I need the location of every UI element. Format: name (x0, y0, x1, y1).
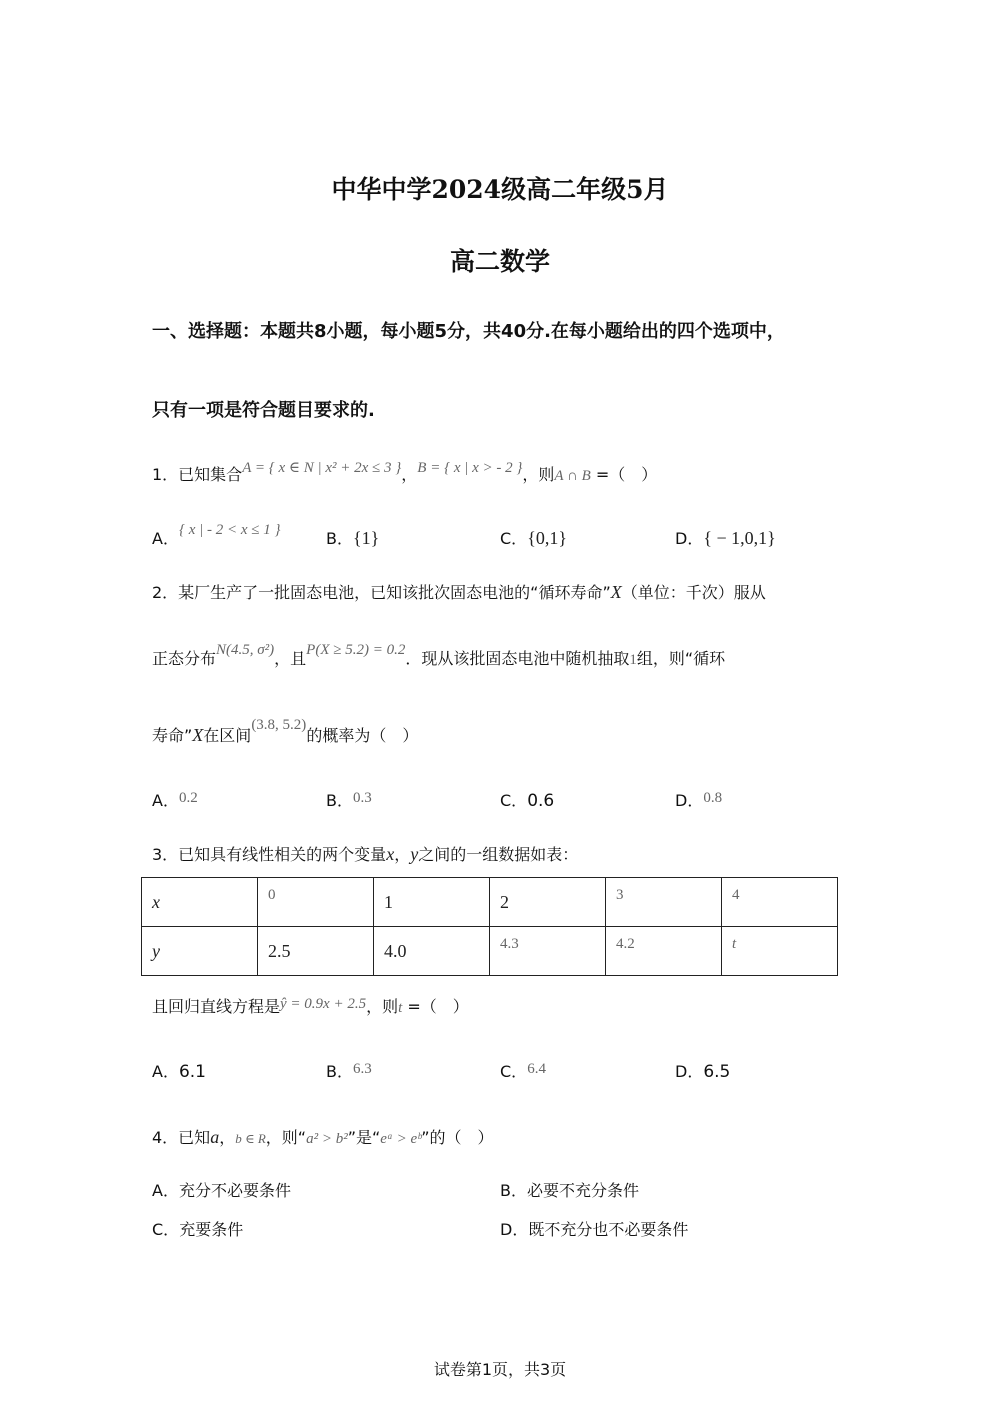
q1-prefix: 1．已知集合 (152, 465, 243, 484)
q3-option-c: C．6.4 (500, 1061, 546, 1081)
question-2-line2: 正态分布N(4.5, σ²)，且P(X ≥ 5.2) = 0.2．现从该批固态电池中随机抽取1组，则“循环 (152, 642, 726, 668)
q2-option-b: B．0.3 (326, 790, 372, 810)
page-subtitle: 高二数学 (449, 247, 550, 276)
q1-expr: A ∩ B (554, 468, 591, 484)
table-cell: 4.2 (616, 936, 635, 952)
table-cell: 2.5 (268, 940, 291, 961)
page-footer: 试卷第1页，共3页 (433, 1360, 567, 1379)
section-heading-line2: 只有一项是符合题目要求的. (152, 400, 375, 421)
question-1 (152, 462, 657, 485)
q4-option-a: A．充分不必要条件 (152, 1181, 291, 1200)
table-cell: 4 (732, 887, 740, 903)
q2-option-c: C．0.6 (500, 791, 555, 811)
q4-option-b: B．必要不充分条件 (500, 1181, 639, 1200)
q1-suffix: ，则 (522, 465, 555, 484)
table-cell: t (732, 936, 737, 952)
q2-interval: (3.8, 5.2) (251, 717, 307, 733)
q1-option-d: D．{ − 1,0,1} (675, 528, 776, 548)
q1-tail: =（ ） (590, 465, 658, 484)
table-cell: 4.3 (500, 936, 519, 952)
question-3: 3．已知具有线性相关的两个变量x，y之间的一组数据如表： (152, 844, 579, 864)
table-row (142, 927, 838, 976)
q1-option-a: A．{ x | - 2 < x ≤ 1 } (152, 522, 281, 548)
table-row (142, 878, 838, 927)
q1-option-b: B．{1} (326, 528, 380, 548)
q2-option-a: A．0.2 (152, 790, 198, 810)
table-cell: 2 (500, 891, 509, 912)
q2-probability: P(X ≥ 5.2) = 0.2 (306, 642, 406, 658)
q4-statement-1: a² > b² (306, 1131, 348, 1147)
q2-normal-dist: N(4.5, σ²) (216, 642, 275, 658)
table-cell: y (152, 940, 160, 961)
q2-option-d: D．0.8 (675, 790, 723, 810)
page-title: 中华中学2024级高二年级5月 (331, 175, 669, 204)
section-heading-line1: 一、选择题：本题共8小题，每小题5分，共40分.在每小题给出的四个选项中， (152, 321, 785, 342)
table-cell: 4.0 (384, 940, 407, 961)
q2-var-x: X (610, 582, 622, 602)
q4-statement-2: eᵃ > eᵇ (380, 1131, 422, 1147)
q3-option-a: A．6.1 (152, 1062, 206, 1082)
q4-option-c: C．充要条件 (152, 1220, 244, 1239)
q1-set-b: B = { x | x > - 2 } (417, 460, 523, 476)
table-cell: 1 (384, 891, 393, 912)
q3-option-d: D．6.5 (675, 1062, 731, 1082)
table-cell: 0 (268, 887, 276, 903)
q3-regression-equation: ŷ = 0.9x + 2.5 (280, 996, 367, 1012)
q1-set-a: A = { x ∈ N | x² + 2x ≤ 3 } (242, 460, 402, 476)
data-table (141, 877, 838, 976)
question-4: 4．已知a，b ∈ R，则“a² > b²”是“eᵃ > eᵇ”的（ ） (152, 1127, 494, 1147)
question-2-line3: 寿命”X在区间(3.8, 5.2)的概率为（ ） (152, 717, 419, 745)
q1-sep: ， (401, 465, 418, 484)
q1-option-c: C．{0,1} (500, 528, 567, 548)
question-2-line1: 2．某厂生产了一批固态电池，已知该批次固态电池的“循环寿命”X（单位：千次）服从 (152, 582, 766, 602)
table-cell: x (152, 891, 160, 912)
q4-option-d: D．既不充分也不必要条件 (500, 1220, 689, 1239)
q3-option-b: B．6.3 (326, 1061, 372, 1081)
table-cell: 3 (616, 887, 624, 903)
question-3-followup: 且回归直线方程是ŷ = 0.9x + 2.5，则t =（ ） (152, 996, 469, 1016)
